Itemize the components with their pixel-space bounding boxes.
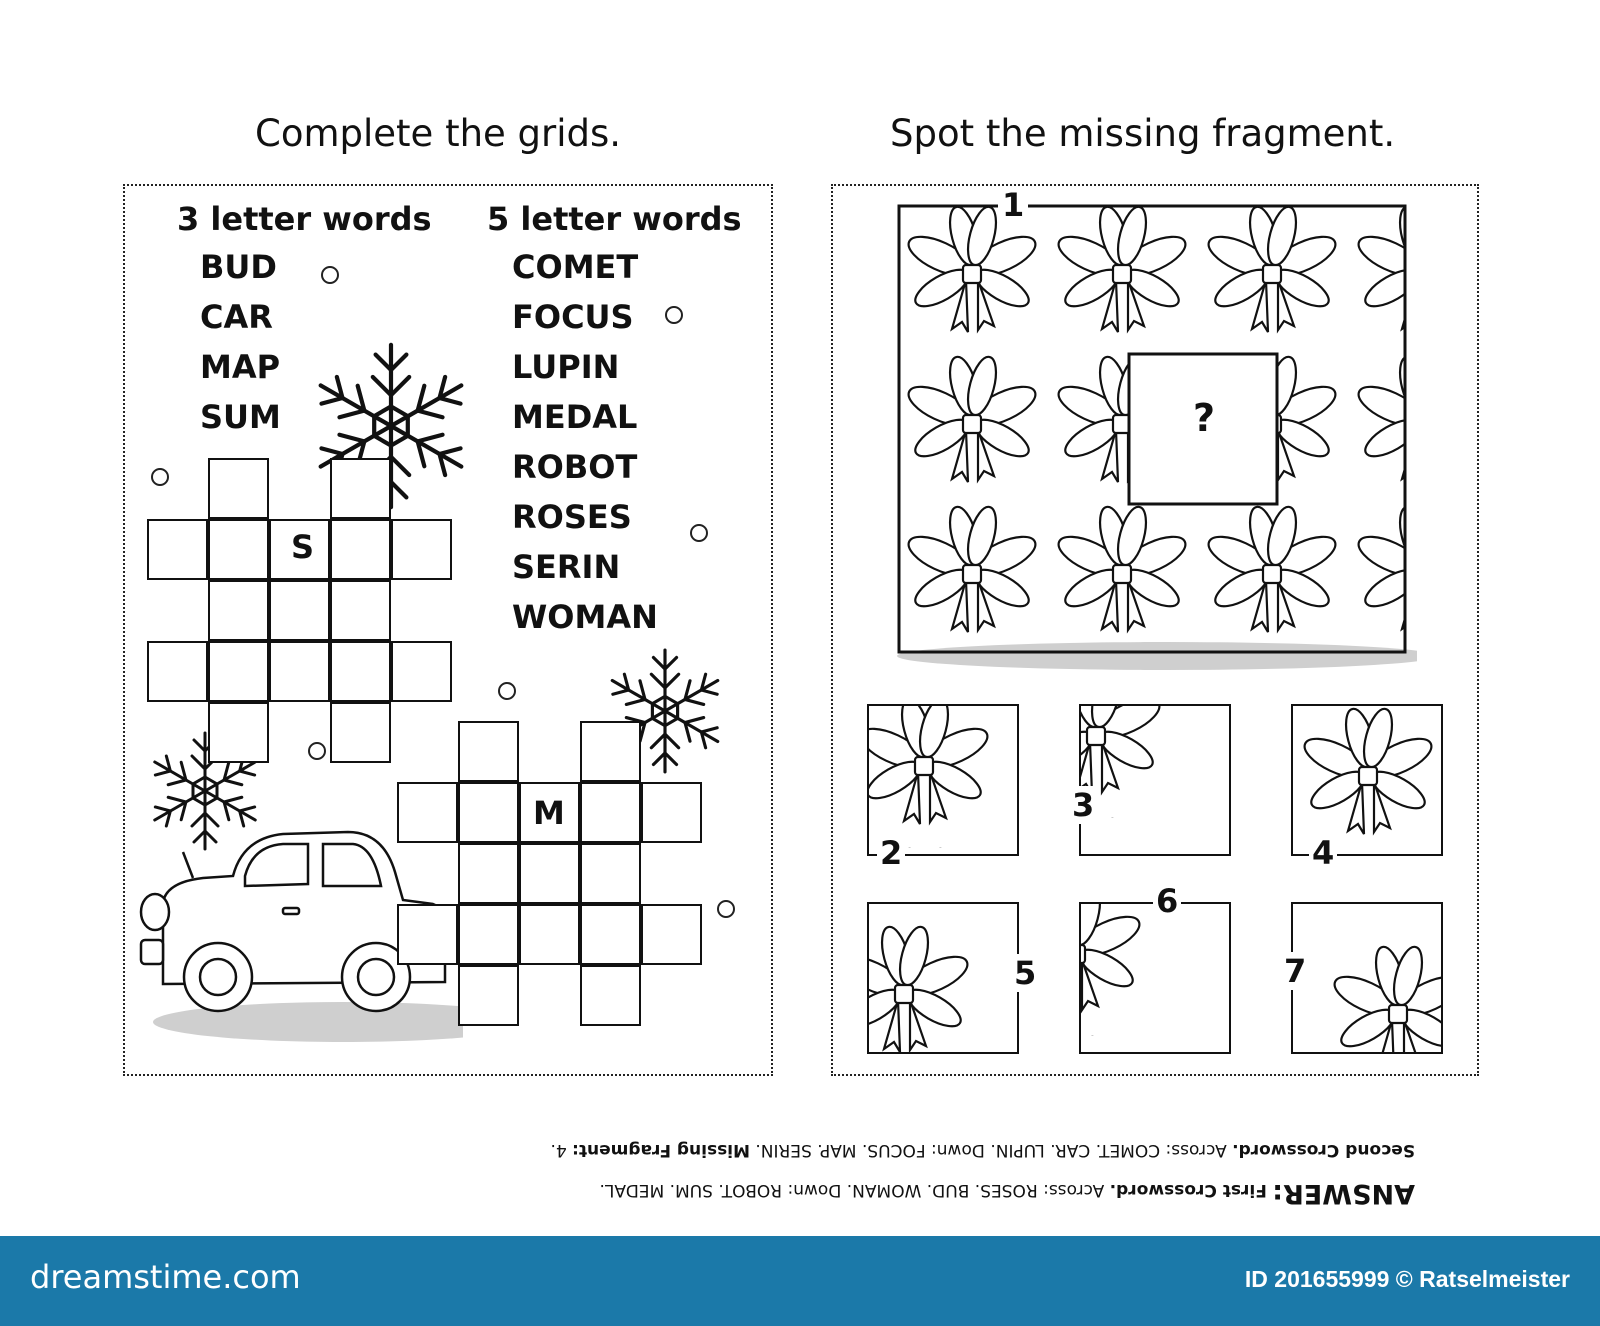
five-letter-word: LUPIN	[512, 348, 620, 386]
stock-id: ID 201655999 © Ratselmeister	[1244, 1266, 1570, 1292]
three-letter-word: CAR	[200, 298, 273, 336]
grid-cell[interactable]	[391, 641, 452, 702]
five-letter-word: ROBOT	[512, 448, 638, 486]
fragment-label: 7	[1281, 952, 1309, 990]
fragment-title: Spot the missing fragment.	[890, 112, 1396, 155]
grid-cell[interactable]	[269, 580, 330, 641]
fragment-option[interactable]	[1291, 902, 1443, 1054]
missing-mark: ?	[1193, 396, 1216, 440]
second-across: COMET. CAR. LUPIN.	[990, 1140, 1161, 1160]
three-letter-word: BUD	[200, 248, 277, 286]
fragment-option[interactable]	[1079, 704, 1231, 856]
grid-cell[interactable]	[458, 904, 519, 965]
grid-cell[interactable]	[458, 721, 519, 782]
five-letter-word: WOMAN	[512, 598, 658, 636]
fragment-panel	[831, 184, 1479, 1076]
decor-circle	[308, 742, 326, 760]
grid-cell[interactable]	[397, 782, 458, 843]
second-crossword-label: Second Crossword.	[1232, 1140, 1415, 1160]
first-across-label: Across:	[1043, 1180, 1105, 1200]
decor-circle	[717, 900, 735, 918]
decor-circle	[151, 468, 169, 486]
grid-cell[interactable]	[397, 904, 458, 965]
grid-cell[interactable]	[580, 965, 641, 1026]
fragment-label: 3	[1069, 786, 1097, 824]
second-across-label: Across:	[1165, 1140, 1227, 1160]
grid-cell[interactable]	[458, 965, 519, 1026]
grid-cell[interactable]	[208, 580, 269, 641]
first-down: ROBOT. SUM. MEDAL.	[599, 1180, 783, 1200]
footer-bar	[0, 1236, 1600, 1326]
fragment-label: 2	[877, 834, 905, 872]
grid-cell[interactable]	[330, 519, 391, 580]
grid-cell[interactable]	[519, 843, 580, 904]
missing-fragment-value: 4.	[550, 1140, 567, 1160]
grid-cell[interactable]	[147, 519, 208, 580]
decor-circle	[321, 266, 339, 284]
grid-cell[interactable]	[330, 702, 391, 763]
five-letter-word: COMET	[512, 248, 639, 286]
grid-cell[interactable]	[580, 721, 641, 782]
five-letter-word: SERIN	[512, 548, 621, 586]
picture-label-1: 1	[998, 186, 1028, 224]
main-picture	[897, 204, 1417, 674]
decor-circle	[690, 524, 708, 542]
first-across: ROSES. BUD. WOMAN.	[846, 1180, 1038, 1200]
crossword-title: Complete the grids.	[255, 112, 622, 155]
fragment-label: 6	[1153, 882, 1181, 920]
grid-cell[interactable]	[208, 519, 269, 580]
dreamstime-logo[interactable]: dreamstime.com	[30, 1258, 301, 1296]
five-letter-word: FOCUS	[512, 298, 634, 336]
first-down-label: Down:	[787, 1180, 842, 1200]
grid-cell[interactable]	[330, 458, 391, 519]
grid-cell[interactable]	[269, 641, 330, 702]
grid-cell[interactable]	[147, 641, 208, 702]
second-down-label: Down:	[931, 1140, 985, 1160]
grid-cell[interactable]	[519, 904, 580, 965]
grid-cell[interactable]	[330, 580, 391, 641]
grid2-clue-letter: M	[533, 794, 565, 832]
grid-cell[interactable]	[580, 904, 641, 965]
first-crossword-label: First Crossword.	[1109, 1180, 1267, 1200]
fragment-label: 5	[1011, 954, 1039, 992]
answer-line-1	[290, 1170, 1415, 1213]
grid1-clue-letter: S	[291, 528, 315, 566]
missing-fragment-label: Missing Fragment:	[572, 1140, 750, 1160]
decor-circle	[665, 306, 683, 324]
crossword-panel	[123, 184, 773, 1076]
answer-line-2	[290, 1130, 1415, 1170]
grid-cell[interactable]	[330, 641, 391, 702]
grid-cell[interactable]	[641, 904, 702, 965]
fragment-label: 4	[1309, 834, 1337, 872]
grid-cell[interactable]	[208, 458, 269, 519]
snowflake-icon	[291, 336, 491, 516]
answer-text	[290, 1130, 1415, 1213]
grid-cell[interactable]	[391, 519, 452, 580]
fragment-option[interactable]	[867, 902, 1019, 1054]
three-letter-header: 3 letter words	[177, 200, 432, 238]
grid-cell[interactable]	[458, 782, 519, 843]
decor-circle	[498, 682, 516, 700]
grid-cell[interactable]	[208, 641, 269, 702]
grid-cell[interactable]	[580, 843, 641, 904]
grid-cell[interactable]	[580, 782, 641, 843]
five-letter-word: MEDAL	[512, 398, 638, 436]
answer-label: ANSWER:	[1272, 1178, 1415, 1209]
three-letter-word: MAP	[200, 348, 281, 386]
second-down: FOCUS. MAP. SERIN.	[755, 1140, 926, 1160]
five-letter-header: 5 letter words	[487, 200, 742, 238]
five-letter-word: ROSES	[512, 498, 632, 536]
grid-cell[interactable]	[208, 702, 269, 763]
grid-cell[interactable]	[641, 782, 702, 843]
fragment-option[interactable]	[1079, 902, 1231, 1054]
grid-cell[interactable]	[458, 843, 519, 904]
three-letter-word: SUM	[200, 398, 281, 436]
